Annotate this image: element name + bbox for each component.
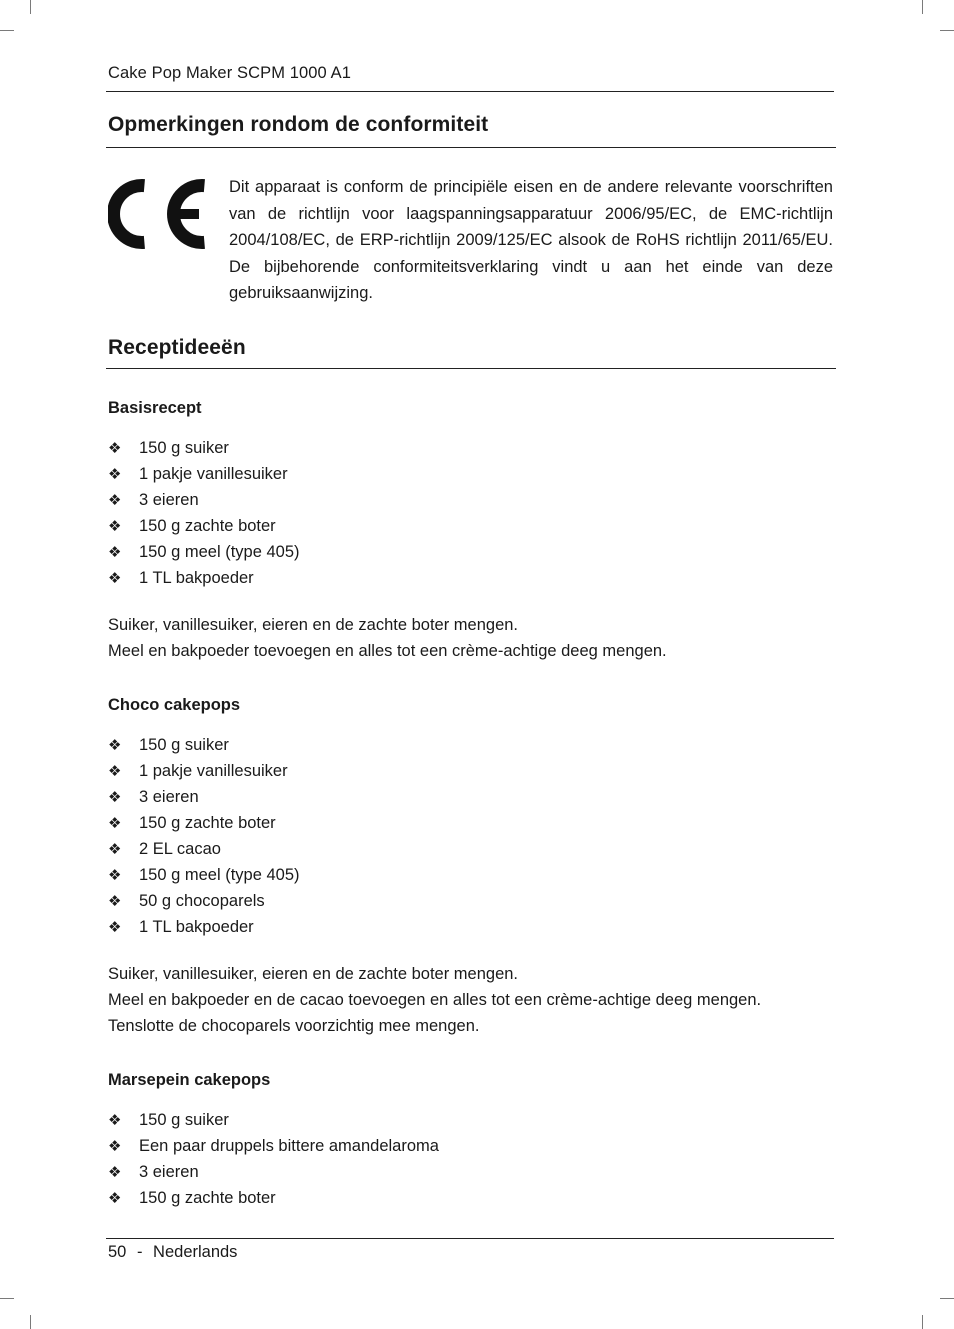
marsepein-ingredient-list [108, 1107, 439, 1211]
crop-mark [940, 30, 954, 31]
ingredient-text: 150 g suiker [139, 439, 229, 457]
diamond-bullet-icon: ❖ [108, 518, 122, 535]
list-item [108, 888, 300, 914]
diamond-bullet-icon: ❖ [108, 763, 122, 780]
diamond-bullet-icon: ❖ [108, 893, 122, 910]
diamond-bullet-icon: ❖ [108, 1112, 122, 1129]
diamond-bullet-icon: ❖ [108, 440, 122, 457]
marsepein-recipe-heading: Marsepein cakepops [108, 1071, 271, 1089]
page-footer [108, 1243, 237, 1262]
ingredient-text: Een paar druppels bittere amandelaroma [139, 1137, 439, 1155]
ingredient-text: 3 eieren [139, 491, 199, 509]
diamond-bullet-icon: ❖ [108, 1164, 122, 1181]
header-rule [106, 91, 834, 92]
ingredient-text: 3 eieren [139, 788, 199, 806]
diamond-bullet-icon: ❖ [108, 737, 122, 754]
ingredient-text: 150 g zachte boter [139, 1189, 276, 1207]
list-item [108, 810, 300, 836]
crop-mark [0, 30, 14, 31]
diamond-bullet-icon: ❖ [108, 570, 122, 587]
footer-rule [106, 1238, 834, 1239]
ingredient-text: 1 pakje vanillesuiker [139, 465, 288, 483]
ingredient-text: 1 pakje vanillesuiker [139, 762, 288, 780]
crop-mark [922, 1315, 923, 1329]
list-item [108, 539, 300, 565]
basis-ingredient-list [108, 435, 300, 591]
instruction-line: Meel en bakpoeder toevoegen en alles tot een crème-achtige deeg mengen. [108, 642, 667, 660]
crop-mark [30, 0, 31, 14]
list-item [108, 1107, 439, 1133]
list-item [108, 1133, 439, 1159]
list-item [108, 513, 300, 539]
basis-instructions [108, 612, 838, 664]
ingredient-text: 150 g zachte boter [139, 517, 276, 535]
choco-ingredient-list [108, 732, 300, 940]
ingredient-text: 150 g suiker [139, 1111, 229, 1129]
instruction-line: Suiker, vanillesuiker, eieren en de zachte boter mengen. [108, 965, 519, 983]
conformity-text: Dit apparaat is conform de principiële eisen en de andere relevante voorschriften van de richtlijn voor laagspanningsapparatuur 2006/95/EC, de EMC-richtlijn 2004/108/EC, de ERP-richtlijn 2009/125/EC alsook de RoHS richtlijn 2011/65/EU. De bijbehorende conformiteitsverklaring vindt u aan het einde van deze gebruiksaanwijzing. [229, 178, 833, 303]
diamond-bullet-icon: ❖ [108, 789, 122, 806]
ingredient-text: 2 EL cacao [139, 840, 221, 858]
section-rule [106, 368, 836, 369]
ingredient-text: 50 g chocoparels [139, 892, 265, 910]
list-item [108, 732, 300, 758]
ingredient-text: 150 g zachte boter [139, 814, 276, 832]
list-item [108, 862, 300, 888]
list-item [108, 914, 300, 940]
footer-language: Nederlands [153, 1243, 238, 1261]
crop-mark [0, 1298, 14, 1299]
list-item [108, 435, 300, 461]
recipes-heading: Receptideeën [108, 336, 246, 359]
basis-recipe-heading: Basisrecept [108, 399, 202, 417]
footer-separator: - [136, 1243, 143, 1261]
list-item [108, 461, 300, 487]
diamond-bullet-icon: ❖ [108, 1190, 122, 1207]
list-item [108, 784, 300, 810]
ingredient-text: 150 g meel (type 405) [139, 866, 300, 884]
instruction-line: Suiker, vanillesuiker, eieren en de zachte boter mengen. [108, 616, 519, 634]
diamond-bullet-icon: ❖ [108, 1138, 122, 1155]
diamond-bullet-icon: ❖ [108, 867, 122, 884]
diamond-bullet-icon: ❖ [108, 841, 122, 858]
choco-instructions [108, 961, 838, 1039]
conformity-heading: Opmerkingen rondom de conformiteit [108, 113, 489, 136]
ce-mark-icon [108, 178, 208, 250]
crop-mark [30, 1315, 31, 1329]
diamond-bullet-icon: ❖ [108, 544, 122, 561]
list-item [108, 836, 300, 862]
ingredient-text: 3 eieren [139, 1163, 199, 1181]
instruction-line: Tenslotte de chocoparels voorzichtig mee mengen. [108, 1017, 480, 1035]
diamond-bullet-icon: ❖ [108, 492, 122, 509]
page-number: 50 [108, 1243, 127, 1261]
ingredient-text: 150 g meel (type 405) [139, 543, 300, 561]
list-item [108, 487, 300, 513]
diamond-bullet-icon: ❖ [108, 815, 122, 832]
running-header: Cake Pop Maker SCPM 1000 A1 [108, 64, 351, 82]
ingredient-text: 150 g suiker [139, 736, 229, 754]
crop-mark [940, 1298, 954, 1299]
ingredient-text: 1 TL bakpoeder [139, 569, 254, 587]
ingredient-text: 1 TL bakpoeder [139, 918, 254, 936]
diamond-bullet-icon: ❖ [108, 919, 122, 936]
list-item [108, 1185, 439, 1211]
list-item [108, 565, 300, 591]
choco-recipe-heading: Choco cakepops [108, 696, 241, 714]
crop-mark [922, 0, 923, 14]
list-item [108, 1159, 439, 1185]
list-item [108, 758, 300, 784]
diamond-bullet-icon: ❖ [108, 466, 122, 483]
instruction-line: Meel en bakpoeder en de cacao toevoegen en alles tot een crème-achtige deeg mengen. [108, 991, 762, 1009]
section-rule [106, 147, 836, 148]
